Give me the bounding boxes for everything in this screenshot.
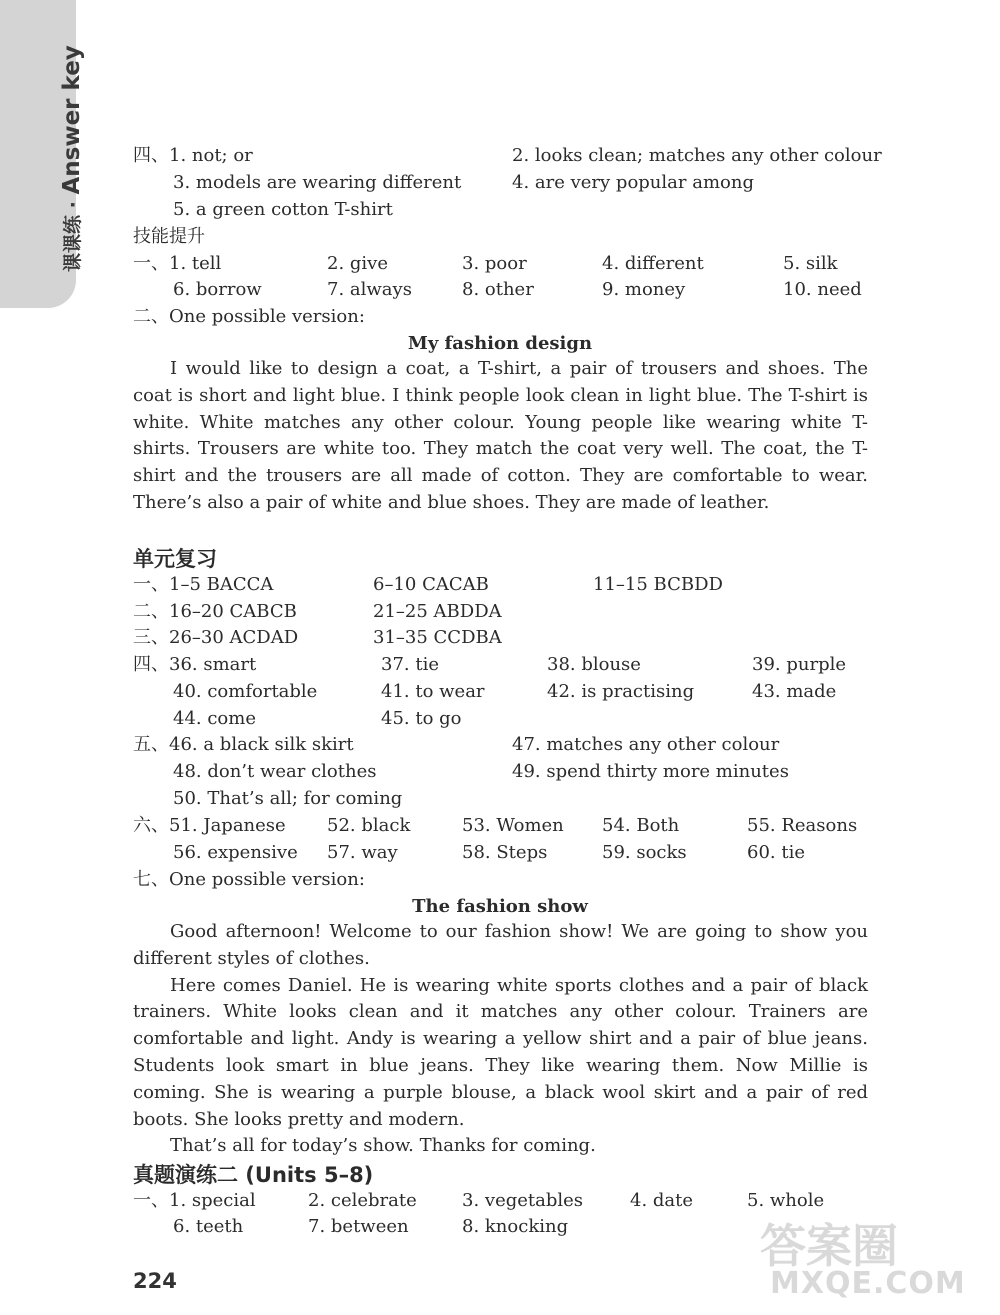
answer-item: 3. vegetables [462, 1190, 584, 1211]
side-tab-chinese: 课课练 · [62, 194, 84, 272]
answer-item: 43. made [752, 681, 837, 702]
answer-item: 一、1. tell [133, 253, 222, 274]
answer-item: 47. matches any other colour [512, 734, 780, 755]
answer-item: 41. to wear [381, 681, 485, 702]
answer-item: 53. Women [462, 815, 564, 836]
side-tab [0, 0, 85, 308]
answer-item: 一、1. special [133, 1190, 256, 1211]
essay-title: My fashion design [407, 333, 593, 354]
answer-item: 45. to go [381, 708, 462, 729]
answer-item: 57. way [327, 842, 398, 863]
answer-item: 4. different [602, 253, 704, 274]
subsection-heading: 技能提升 [133, 226, 205, 247]
answer-item: 58. Steps [462, 842, 548, 863]
answer-item: 54. Both [602, 815, 680, 836]
answer-item: 48. don’t wear clothes [173, 761, 377, 782]
essay-paragraph: I would like to design a coat, a T-shirt, a pair of trousers and shoes. The coat is short and light blue. I think people look clean in light blue. The T-shirt is white. White matches any other colour. Young people like wearing white T-shirts. Trousers are white too. They match the coat very well. The coat, the T-shirt and the trousers are all made of cotton. They are comfortable to wear. There’s also a pair of white and blue shoes. They are made of leather. [133, 358, 868, 513]
answer-item: 49. spend thirty more minutes [512, 761, 789, 782]
essay-body [133, 356, 868, 517]
answer-item: 2. give [327, 253, 388, 274]
answer-item: 59. socks [602, 842, 687, 863]
answer-item: 10. need [783, 279, 862, 300]
section-heading: 真题演练二 (Units 5–8) [133, 1163, 374, 1187]
answer-item: 38. blouse [547, 654, 641, 675]
answer-item: 31–35 CCDBA [373, 627, 502, 648]
essay-paragraph: That’s all for today’s show. Thanks for coming. [170, 1135, 596, 1157]
answer-item: 6. borrow [173, 279, 262, 300]
answer-item: 一、1–5 BACCA [133, 574, 274, 595]
answer-item: 55. Reasons [747, 815, 858, 836]
side-tab-label [58, 45, 85, 272]
answer-item: 5. silk [783, 253, 838, 274]
answer-item: 44. come [173, 708, 256, 729]
answer-item: 60. tie [747, 842, 805, 863]
answer-item: 二、One possible version: [133, 306, 365, 327]
answer-item: 三、26–30 ACDAD [133, 627, 299, 648]
answer-item: 七、One possible version: [133, 869, 365, 890]
watermark [750, 1210, 990, 1305]
answer-item: 二、16–20 CABCB [133, 601, 297, 622]
answer-item: 8. knocking [462, 1216, 569, 1237]
answer-item: 7. always [327, 279, 412, 300]
answer-item: 6. teeth [173, 1216, 244, 1237]
answer-item: 四、36. smart [133, 654, 257, 675]
answer-item: 21–25 ABDDA [373, 601, 502, 622]
section-heading: 单元复习 [133, 547, 217, 571]
essay-paragraph: Here comes Daniel. He is wearing white sports clothes and a pair of black trainers. White looks clean and it matches any other colour. Trainers are comfortable and light. Andy is wearing a yellow shirt and a pair of blue jeans. Students look smart in blue jeans. They like wearing them. Now Millie is coming. She is wearing a purple blouse, a black wool skirt and a pair of red boots. She looks pretty and modern. [133, 974, 868, 1130]
essay-body [133, 919, 868, 1160]
answer-item: 11–15 BCBDD [593, 574, 723, 595]
essay-paragraph: Good afternoon! Welcome to our fashion show! We are going to show you different styles of clothes. [133, 921, 868, 969]
watermark-text: 答案圈 [760, 1219, 898, 1273]
answer-item: 37. tie [381, 654, 439, 675]
answer-item: 2. looks clean; matches any other colour [512, 145, 882, 166]
answer-item: 8. other [462, 279, 534, 300]
answer-item: 2. celebrate [308, 1190, 417, 1211]
answer-item: 3. models are wearing different [173, 172, 462, 193]
answer-item: 50. That’s all; for coming [173, 788, 403, 809]
answer-item: 四、1. not; or [133, 145, 253, 166]
side-tab-english: Answer key [59, 45, 85, 195]
answer-item: 6–10 CACAB [373, 574, 489, 595]
answer-item: 五、46. a black silk skirt [133, 734, 354, 755]
watermark-url: MXQE.COM [770, 1266, 966, 1301]
answer-item: 52. black [327, 815, 411, 836]
answer-item: 42. is practising [547, 681, 695, 702]
answer-item: 7. between [308, 1216, 409, 1237]
essay-title: The fashion show [412, 896, 588, 917]
answer-item: 39. purple [752, 654, 846, 675]
answer-item: 56. expensive [173, 842, 298, 863]
answer-item: 六、51. Japanese [133, 815, 286, 836]
answer-item: 3. poor [462, 253, 527, 274]
answer-item: 5. whole [747, 1190, 825, 1211]
answer-item: 4. are very popular among [512, 172, 754, 193]
answer-item: 40. comfortable [173, 681, 318, 702]
answer-item: 4. date [630, 1190, 694, 1211]
answer-item: 5. a green cotton T-shirt [173, 199, 393, 220]
answer-item: 9. money [602, 279, 686, 300]
page-number: 224 [133, 1269, 177, 1293]
